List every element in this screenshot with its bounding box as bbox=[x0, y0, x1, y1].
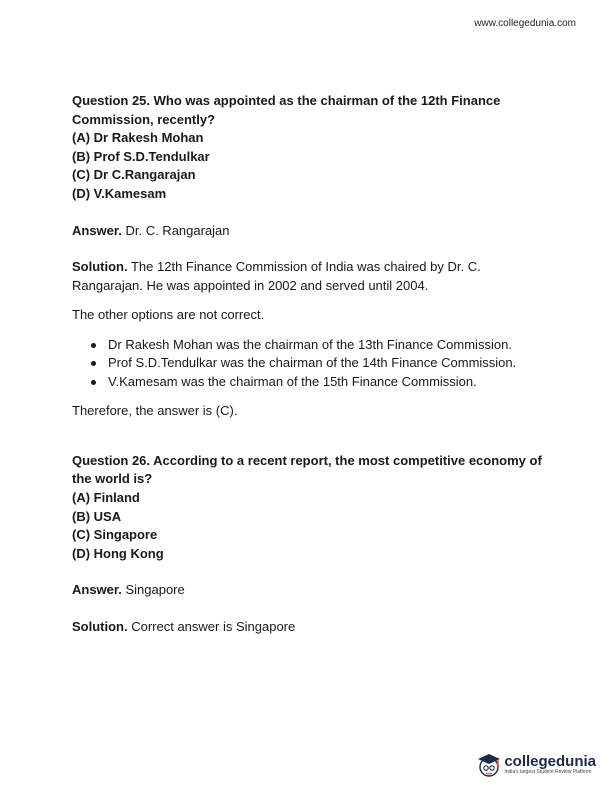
option-d: (D) V.Kamesam bbox=[72, 185, 167, 201]
header-url: www.collegedunia.com bbox=[474, 18, 576, 29]
other-options-text: The other options are not correct. bbox=[72, 307, 265, 323]
question-25 bbox=[72, 92, 542, 204]
list-item: Dr Rakesh Mohan was the chairman of the 13th Finance Commission. bbox=[108, 336, 542, 354]
page-content bbox=[72, 92, 542, 648]
collegedunia-logo bbox=[476, 752, 596, 778]
conclusion: Therefore, the answer is (C). bbox=[72, 403, 238, 419]
question-title: Question 26. According to a recent report, the most competitive economy of the world is? bbox=[72, 452, 542, 487]
list-item: V.Kamesam was the chairman of the 15th Finance Commission. bbox=[108, 373, 542, 391]
solution-label: Solution. bbox=[72, 259, 128, 275]
solution bbox=[72, 618, 542, 637]
option-b: (B) Prof S.D.Tendulkar bbox=[72, 148, 210, 164]
graduation-cap-icon bbox=[476, 752, 502, 778]
answer bbox=[72, 222, 542, 241]
solution bbox=[72, 258, 542, 295]
option-a: (A) Finland bbox=[72, 489, 140, 505]
answer-label: Answer. bbox=[72, 582, 122, 598]
answer-label: Answer. bbox=[72, 222, 122, 238]
solution-text: Correct answer is Singapore bbox=[127, 618, 296, 634]
bullet-list bbox=[72, 336, 542, 391]
list-item: Prof S.D.Tendulkar was the chairman of the 14th Finance Commission. bbox=[108, 354, 542, 372]
option-c: (C) Dr C.Rangarajan bbox=[72, 167, 196, 183]
logo-name: collegedunia bbox=[504, 753, 596, 770]
answer bbox=[72, 581, 542, 600]
option-c: (C) Singapore bbox=[72, 527, 158, 543]
option-d: (D) Hong Kong bbox=[72, 545, 164, 561]
question-title: Question 25. Who was appointed as the chairman of the 12th Finance Commission, recently? bbox=[72, 93, 501, 127]
logo-text bbox=[504, 754, 596, 776]
option-b: (B) USA bbox=[72, 508, 122, 524]
question-26 bbox=[72, 452, 542, 564]
answer-text: Singapore bbox=[121, 582, 185, 598]
solution-label: Solution. bbox=[72, 618, 128, 634]
answer-text: Dr. C. Rangarajan bbox=[121, 222, 230, 238]
solution-text: The 12th Finance Commission of India was chaired by Dr. C. Rangarajan. He was appointed in 2002 and served until 2004. bbox=[72, 259, 481, 293]
logo-tagline: India's largest Student Review Platform bbox=[504, 769, 592, 775]
option-a: (A) Dr Rakesh Mohan bbox=[72, 130, 204, 146]
